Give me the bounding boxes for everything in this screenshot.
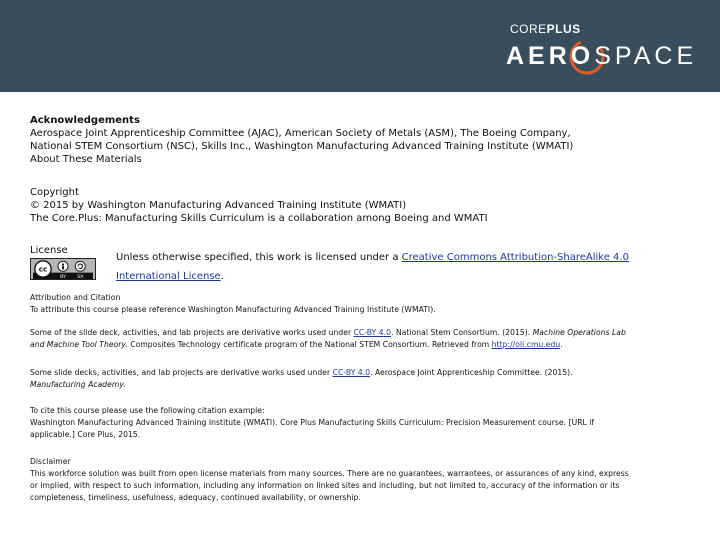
copyright-heading: Copyright (30, 187, 79, 198)
license-link[interactable]: Creative Commons Attribution-ShareAlike 4.0 International License (116, 252, 629, 282)
svg-text:cc: cc (38, 264, 48, 274)
acknowledgements-heading: Acknowledgements (30, 115, 140, 126)
license-label: License (30, 245, 68, 256)
copyright-line: © 2015 by Washington Manufacturing Advanced Training Institute (WMATI) (30, 200, 407, 211)
copyright-section (30, 186, 690, 225)
logo-coreplus-text: COREPLUS (510, 22, 581, 36)
header-band (0, 0, 720, 92)
citation-line: To cite this course please use the following citation example: (30, 406, 265, 415)
citation-line: applicable.] Core Plus, 2015. (30, 430, 141, 439)
acknowledgements-section (30, 114, 690, 166)
about-materials-heading: About These Materials (30, 154, 142, 165)
citation-line: Washington Manufacturing Advanced Training Institute (WMATI). Core Plus Manufacturing Skills Curriculum: Precision Measurement course. [URL if (30, 418, 595, 427)
acknowledgements-line: Aerospace Joint Apprenticeship Committee (AJAC), American Society of Metals (ASM), The Boeing Company, (30, 128, 571, 139)
copyright-line: The Core.Plus: Manufacturing Skills Curriculum is a collaboration among Boeing and WMATI (30, 213, 488, 224)
attribution-line: To attribute this course please reference Washington Manufacturing Advanced Training Institute (WMATI). (30, 305, 436, 314)
disclaimer-heading: Disclaimer (30, 457, 71, 466)
svg-text:BY: BY (60, 275, 66, 280)
citation-section (30, 405, 690, 441)
derivative-works-ajac: Some slide decks, activities, and lab projects are derivative works used under CC-BY 4.0. Aerospace Joint Apprenticeship Committee. (2015). Manufacturing Academy. (30, 368, 573, 389)
license-text: Unless otherwise specified, this work is licensed under a Creative Commons Attribution-ShareAlike 4.0 International License. (116, 252, 629, 282)
disclaimer-line: This workforce solution was built from open license materials from many sources. There are no guarantees, warrantees, or assurances of any kind, express (30, 469, 629, 478)
derivative-works-nsc: Some of the slide deck, activities, and lab projects are derivative works used under CC-BY 4.0. National Stem Consortium. (2015). Machine Operations Lab and Machine Tool Theory. Composites Technology certificate program of the National STEM Consortium. Retrieved from http://oli.cmu.edu. (30, 328, 626, 349)
coreplus-aerospace-logo (506, 22, 706, 82)
svg-text:SA: SA (77, 275, 84, 280)
attribution-heading: Attribution and Citation (30, 293, 121, 302)
disclaimer-section (30, 456, 694, 504)
acknowledgements-line: National STEM Consortium (NSC), Skills Inc., Washington Manufacturing Advanced Training Institute (WMATI) (30, 141, 574, 152)
cc-by-link[interactable]: CC-BY 4.0 (353, 328, 392, 337)
disclaimer-line: completeness, timeliness, usefulness, adequacy, continued availability, or ownership. (30, 493, 361, 502)
disclaimer-line: or implied, with respect to such information, including any information on linked sites and including, but not limited to, accuracy of the information or its (30, 481, 620, 490)
logo-aerospace-text: AEROSPACE (506, 42, 698, 70)
oli-url-link[interactable]: http://oli.cmu.edu (491, 340, 561, 349)
cc-by-sa-badge-icon[interactable] (30, 258, 96, 280)
cc-by-link[interactable]: CC-BY 4.0 (332, 368, 371, 377)
attribution-section (30, 292, 690, 316)
